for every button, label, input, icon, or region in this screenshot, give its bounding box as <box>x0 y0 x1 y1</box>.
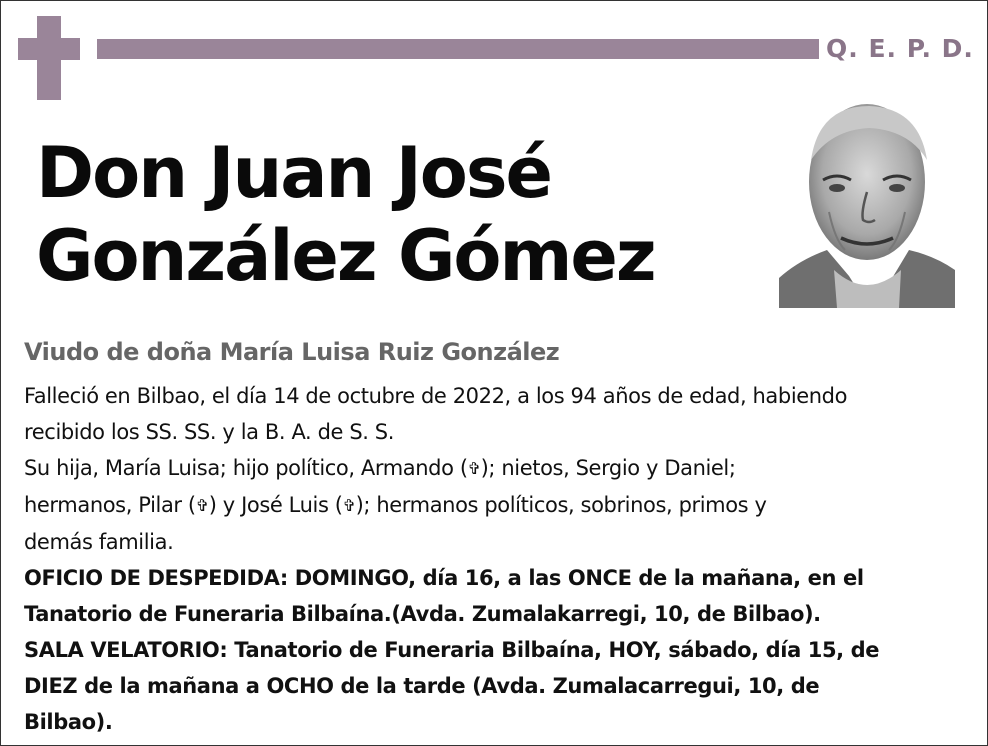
ceremony-notice <box>24 560 964 632</box>
cross-icon: ✞ <box>467 459 481 478</box>
obituary-body <box>24 378 964 740</box>
deceased-name <box>36 132 756 298</box>
death-notice <box>24 378 964 450</box>
name-line-2: González Gómez <box>36 215 655 297</box>
family-text: ); nietos, Sergio y Daniel; <box>480 456 736 480</box>
family-text: hermanos, Pilar ( <box>24 493 196 517</box>
death-line-1: Falleció en Bilbao, el día 14 de octubre de 2022, a los 94 años de edad, habiendo <box>24 384 848 408</box>
wake-line: SALA VELATORIO: Tanatorio de Funeraria Bilbaína, HOY, sábado, día 15, de <box>24 638 880 662</box>
cross-icon: ✞ <box>195 496 209 515</box>
name-line-1: Don Juan José <box>36 132 551 214</box>
ceremony-line: Tanatorio de Funeraria Bilbaína.(Avda. Zumalakarregi, 10, de Bilbao). <box>24 602 821 626</box>
wake-line: Bilbao). <box>24 710 113 734</box>
family-notice <box>24 450 964 560</box>
family-text: ); hermanos políticos, sobrinos, primos y <box>355 493 767 517</box>
wake-notice <box>24 632 964 740</box>
cross-icon-arm <box>18 38 80 60</box>
family-text: demás familia. <box>24 530 174 554</box>
cross-icon: ✞ <box>342 496 356 515</box>
family-text: ) y José Luis ( <box>208 493 343 517</box>
portrait-photo <box>779 100 955 308</box>
ceremony-line: OFICIO DE DESPEDIDA: DOMINGO, día 16, a las ONCE de la mañana, en el <box>24 566 864 590</box>
spouse-subtitle: Viudo de doña María Luisa Ruiz González <box>24 338 560 366</box>
header-rule <box>97 39 819 59</box>
death-line-2: recibido los SS. SS. y la B. A. de S. S. <box>24 420 395 444</box>
qepd-label: Q. E. P. D. <box>826 34 974 63</box>
family-text: Su hija, María Luisa; hijo político, Armando ( <box>24 456 468 480</box>
wake-line: DIEZ de la mañana a OCHO de la tarde (Avda. Zumalacarregui, 10, de <box>24 674 820 698</box>
